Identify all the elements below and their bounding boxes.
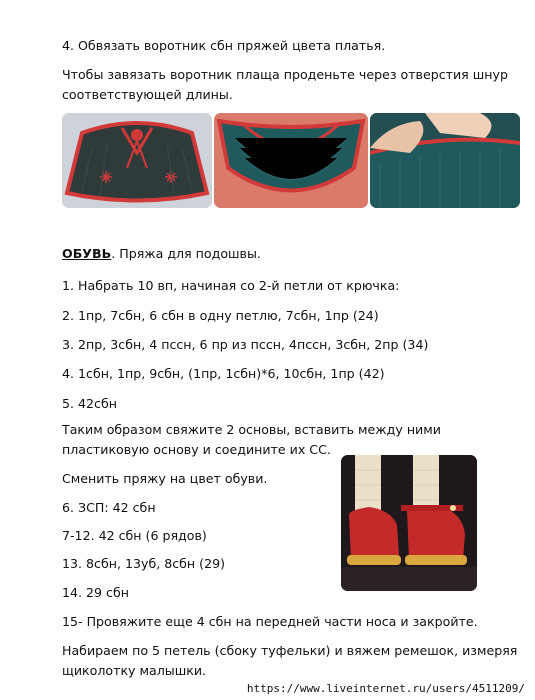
shoes-illustration: [341, 455, 477, 591]
strap-line1: Набираем по 5 петель (сбоку туфельки) и вяжем ремешок, измеряя: [62, 643, 518, 658]
row-13: 13. 8сбн, 13уб, 8сбн (29): [62, 556, 226, 571]
step4-text-line1: Чтобы завязать воротник плаща проденьте через отверстия шнур: [62, 67, 508, 82]
change-yarn: Сменить пряжу на цвет обуви.: [62, 471, 268, 486]
row-4: 4. 1сбн, 1пр, 9сбн, (1пр, 1сбн)*6, 10сбн, 1пр (42): [62, 366, 385, 381]
shoes-heading-line: [62, 244, 261, 263]
footer-url[interactable]: https://www.liveinternet.ru/users/4511209/: [246, 682, 525, 695]
shoes-heading-rest: . Пряжа для подошвы.: [111, 246, 261, 261]
collar-hand-photo: [370, 113, 520, 208]
row-6: 6. ЗСП: 42 сбн: [62, 500, 156, 515]
row-3: 3. 2пр, 3сбн, 4 пссн, 6 пр из пссн, 4пссн, 3сбн, 2пр (34): [62, 337, 429, 352]
join-line2: пластиковую основу и соедините их СС.: [62, 442, 331, 457]
step4-title: 4. Обвязать воротник сбн пряжей цвета платья.: [62, 38, 386, 53]
join-line1: Таким образом свяжите 2 основы, вставить между ними: [62, 422, 441, 437]
collar-photo: [214, 113, 368, 208]
collar-illustration: [214, 113, 368, 208]
strap-line2: щиколотку малышки.: [62, 663, 207, 678]
row-7-12: 7-12. 42 сбн (6 рядов): [62, 528, 207, 543]
row-1: 1. Набрать 10 вп, начиная со 2-й петли от крючка:: [62, 278, 400, 293]
cape-photo: [62, 113, 212, 208]
shoes-heading: ОБУВЬ: [62, 246, 112, 261]
collar-hand-illustration: [370, 113, 520, 208]
row-5: 5. 42сбн: [62, 396, 117, 411]
step4-text-line2: соответствующей длины.: [62, 87, 233, 102]
cape-illustration: [62, 113, 212, 208]
row-2: 2. 1пр, 7сбн, 6 сбн в одну петлю, 7сбн, 1пр (24): [62, 308, 379, 323]
row-14: 14. 29 сбн: [62, 585, 129, 600]
shoes-photo: [341, 455, 477, 591]
step15: 15- Провяжите еще 4 сбн на передней части носа и закройте.: [62, 614, 478, 629]
